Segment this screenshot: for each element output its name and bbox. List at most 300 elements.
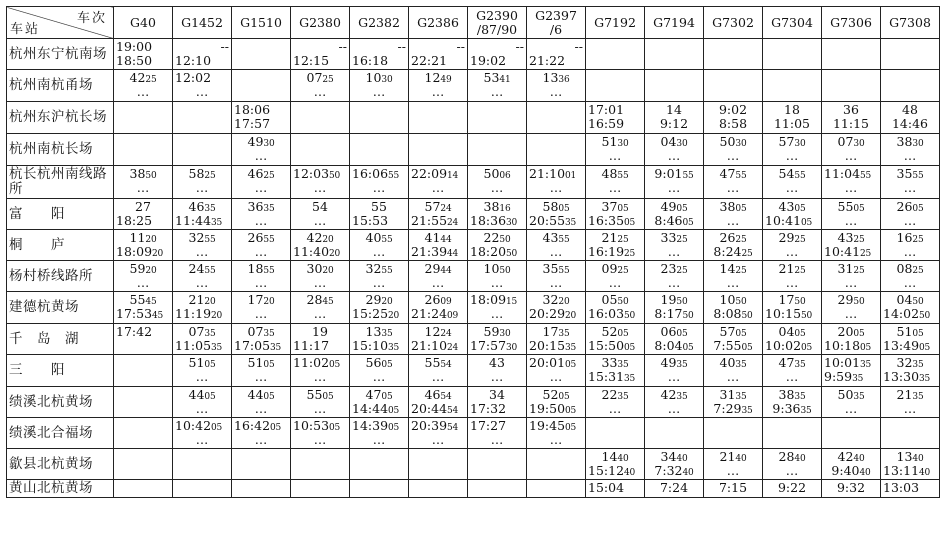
time-seconds: 20 bbox=[263, 297, 275, 307]
time-value bbox=[352, 85, 406, 99]
time-value bbox=[647, 231, 701, 245]
time-value bbox=[352, 214, 406, 228]
station-row bbox=[7, 355, 940, 387]
time-main: 21:24 bbox=[411, 306, 448, 321]
time-cell bbox=[409, 418, 468, 449]
time-value bbox=[116, 276, 170, 290]
time-cell bbox=[291, 166, 350, 199]
time-main: 58 bbox=[542, 199, 559, 214]
train-header: G7308 bbox=[881, 7, 940, 39]
time-cell bbox=[527, 324, 586, 355]
time-value bbox=[588, 402, 642, 416]
time-value bbox=[234, 103, 288, 117]
time-main: 29 bbox=[365, 292, 382, 307]
time-value bbox=[352, 231, 406, 245]
time-cell bbox=[468, 261, 527, 292]
time-cell bbox=[350, 261, 409, 292]
time-value bbox=[706, 370, 760, 384]
time-main: 29 bbox=[778, 230, 795, 245]
time-cell bbox=[468, 324, 527, 355]
time-main: 36 bbox=[843, 102, 859, 117]
time-main: … bbox=[903, 148, 917, 163]
time-cell bbox=[645, 230, 704, 261]
corner-header bbox=[7, 7, 114, 39]
time-main: 21:55 bbox=[411, 213, 448, 228]
time-cell bbox=[350, 292, 409, 324]
time-seconds: 50 bbox=[624, 311, 636, 321]
time-seconds: 35 bbox=[617, 392, 629, 402]
time-cell bbox=[822, 230, 881, 261]
time-value bbox=[765, 293, 819, 307]
time-cell bbox=[468, 387, 527, 418]
time-value bbox=[175, 307, 229, 321]
time-value bbox=[588, 307, 642, 321]
time-value bbox=[352, 293, 406, 307]
time-value bbox=[411, 231, 465, 245]
time-cell bbox=[114, 324, 173, 355]
time-main: 17:01 bbox=[588, 102, 625, 117]
time-cell bbox=[114, 134, 173, 166]
time-value bbox=[824, 481, 878, 495]
time-value bbox=[470, 370, 524, 384]
time-value bbox=[293, 71, 347, 85]
time-main: 15:25 bbox=[352, 306, 389, 321]
time-value bbox=[824, 181, 878, 195]
time-value bbox=[116, 200, 170, 214]
time-cell bbox=[704, 199, 763, 230]
time-main: … bbox=[254, 432, 268, 447]
time-main: 10 bbox=[483, 261, 500, 276]
time-main: 13:30 bbox=[883, 369, 920, 384]
time-main: … bbox=[785, 463, 799, 478]
time-value bbox=[293, 339, 347, 353]
time-main: 55 bbox=[837, 199, 854, 214]
time-main: 10:15 bbox=[765, 306, 802, 321]
time-main: 59 bbox=[483, 324, 500, 339]
time-cell bbox=[822, 70, 881, 102]
time-cell bbox=[704, 387, 763, 418]
time-main: 11:44 bbox=[175, 213, 212, 228]
time-seconds: 05 bbox=[322, 392, 334, 402]
time-value bbox=[175, 370, 229, 384]
time-value bbox=[470, 276, 524, 290]
station-row bbox=[7, 70, 940, 102]
time-main: 07 bbox=[837, 134, 854, 149]
time-cell bbox=[173, 134, 232, 166]
time-seconds: 35 bbox=[565, 218, 577, 228]
time-seconds: 50 bbox=[506, 249, 518, 259]
time-main: 8:58 bbox=[718, 116, 748, 131]
time-main: 43 bbox=[778, 199, 795, 214]
time-main: 38 bbox=[719, 199, 736, 214]
time-main: 38 bbox=[778, 387, 795, 402]
time-main: 21:39 bbox=[411, 244, 448, 259]
time-value bbox=[706, 231, 760, 245]
time-value bbox=[234, 135, 288, 149]
station-row bbox=[7, 387, 940, 418]
time-cell bbox=[232, 261, 291, 292]
time-seconds: 44 bbox=[440, 235, 452, 245]
time-cell bbox=[763, 355, 822, 387]
time-seconds: 09 bbox=[440, 297, 452, 307]
time-value bbox=[647, 388, 701, 402]
time-cell bbox=[881, 449, 940, 480]
time-cell bbox=[763, 230, 822, 261]
time-main: 41 bbox=[424, 230, 441, 245]
time-main: 40 bbox=[719, 355, 736, 370]
time-cell bbox=[881, 166, 940, 199]
time-seconds: 25 bbox=[624, 249, 636, 259]
time-seconds: 24 bbox=[440, 329, 452, 339]
time-value bbox=[883, 103, 937, 117]
time-main: 11 bbox=[129, 230, 146, 245]
station-row bbox=[7, 261, 940, 292]
time-cell bbox=[468, 292, 527, 324]
time-seconds: 30 bbox=[617, 139, 629, 149]
time-seconds: 40 bbox=[676, 454, 688, 464]
station-row bbox=[7, 418, 940, 449]
train-header: G2382 bbox=[350, 7, 409, 39]
time-value bbox=[883, 464, 937, 478]
time-seconds: 35 bbox=[388, 343, 400, 353]
time-main: 07 bbox=[247, 324, 264, 339]
time-cell bbox=[704, 102, 763, 134]
time-value bbox=[765, 214, 819, 228]
time-main: 14 bbox=[601, 449, 618, 464]
time-cell bbox=[291, 418, 350, 449]
time-cell bbox=[409, 387, 468, 418]
time-seconds: 25 bbox=[912, 235, 924, 245]
time-seconds: 40 bbox=[794, 454, 806, 464]
time-seconds: 16 bbox=[499, 204, 511, 214]
time-main: … bbox=[195, 432, 209, 447]
time-seconds: 35 bbox=[204, 204, 216, 214]
train-number-label: 车次 bbox=[76, 11, 107, 26]
time-cell bbox=[350, 480, 409, 498]
time-value bbox=[588, 325, 642, 339]
time-value bbox=[706, 325, 760, 339]
time-seconds: 20 bbox=[152, 249, 164, 259]
time-main: 12:03 bbox=[293, 166, 330, 181]
time-cell bbox=[586, 480, 645, 498]
time-value bbox=[411, 181, 465, 195]
time-value bbox=[883, 245, 937, 259]
time-main: 20 bbox=[837, 324, 854, 339]
time-main: … bbox=[254, 401, 268, 416]
time-cell bbox=[645, 324, 704, 355]
time-value bbox=[529, 54, 583, 68]
time-value bbox=[352, 181, 406, 195]
time-main: -- bbox=[574, 39, 583, 54]
time-main: 54 bbox=[778, 166, 795, 181]
time-value bbox=[470, 325, 524, 339]
time-value bbox=[647, 481, 701, 495]
time-cell bbox=[763, 134, 822, 166]
time-seconds: 40 bbox=[682, 468, 694, 478]
time-value bbox=[647, 167, 701, 181]
station-name: 杭州东沪杭长场 bbox=[7, 102, 114, 134]
time-seconds: 05 bbox=[676, 329, 688, 339]
time-cell bbox=[114, 387, 173, 418]
time-main: 15:31 bbox=[588, 369, 625, 384]
time-value bbox=[529, 167, 583, 181]
time-value bbox=[175, 167, 229, 181]
time-value bbox=[234, 433, 288, 447]
time-seconds: 35 bbox=[263, 329, 275, 339]
time-main: 52 bbox=[542, 387, 559, 402]
train-header: G1510 bbox=[232, 7, 291, 39]
time-main: … bbox=[726, 148, 740, 163]
time-value bbox=[706, 245, 760, 259]
time-cell bbox=[527, 355, 586, 387]
time-cell bbox=[822, 387, 881, 418]
time-seconds: 35 bbox=[270, 343, 282, 353]
time-value bbox=[293, 167, 347, 181]
time-main: 7:29 bbox=[713, 401, 742, 416]
time-value bbox=[470, 388, 524, 402]
time-main: … bbox=[431, 180, 445, 195]
time-value bbox=[352, 356, 406, 370]
time-seconds: 54 bbox=[447, 423, 459, 433]
time-main: 51 bbox=[247, 355, 264, 370]
time-cell bbox=[291, 70, 350, 102]
time-main: … bbox=[844, 275, 858, 290]
time-value bbox=[470, 262, 524, 276]
time-cell bbox=[173, 230, 232, 261]
time-cell bbox=[232, 292, 291, 324]
time-value bbox=[765, 276, 819, 290]
time-main: … bbox=[785, 244, 799, 259]
time-seconds: 05 bbox=[912, 204, 924, 214]
time-main: 58 bbox=[188, 166, 205, 181]
time-cell bbox=[645, 102, 704, 134]
time-main: 37 bbox=[601, 199, 618, 214]
time-main: 14 bbox=[666, 102, 682, 117]
time-cell bbox=[409, 39, 468, 70]
time-cell bbox=[527, 102, 586, 134]
time-main: 12:10 bbox=[175, 53, 212, 68]
train-header: G2380 bbox=[291, 7, 350, 39]
time-main: … bbox=[313, 275, 327, 290]
time-main: 29 bbox=[837, 292, 854, 307]
time-value bbox=[470, 293, 524, 307]
time-value bbox=[529, 307, 583, 321]
time-value bbox=[588, 103, 642, 117]
time-main: 24 bbox=[188, 261, 205, 276]
time-main: 18:20 bbox=[470, 244, 507, 259]
time-value bbox=[411, 388, 465, 402]
time-main: 14:46 bbox=[891, 116, 929, 131]
time-main: 9:12 bbox=[659, 116, 689, 131]
time-cell bbox=[527, 261, 586, 292]
time-main: 9:01 bbox=[654, 166, 683, 181]
time-cell bbox=[291, 292, 350, 324]
station-name: 富 阳 bbox=[7, 199, 114, 230]
time-main: 55 bbox=[424, 355, 441, 370]
time-value bbox=[765, 245, 819, 259]
time-main: … bbox=[136, 275, 150, 290]
train-header: G2397 /6 bbox=[527, 7, 586, 39]
time-cell bbox=[881, 292, 940, 324]
time-value bbox=[765, 167, 819, 181]
time-cell bbox=[704, 261, 763, 292]
time-main: 18 bbox=[247, 261, 264, 276]
station-row bbox=[7, 324, 940, 355]
time-main: … bbox=[903, 180, 917, 195]
time-value bbox=[470, 402, 524, 416]
time-seconds: 50 bbox=[676, 297, 688, 307]
time-cell bbox=[291, 134, 350, 166]
time-value bbox=[529, 419, 583, 433]
time-main: … bbox=[372, 244, 386, 259]
time-value bbox=[352, 245, 406, 259]
time-main: 09 bbox=[601, 261, 618, 276]
time-main: 07 bbox=[188, 324, 205, 339]
time-seconds: 24 bbox=[447, 218, 459, 228]
time-value bbox=[529, 40, 583, 54]
time-value bbox=[293, 40, 347, 54]
time-seconds: 55 bbox=[682, 171, 694, 181]
time-cell bbox=[232, 134, 291, 166]
time-main: 7:24 bbox=[659, 480, 689, 495]
time-value bbox=[765, 325, 819, 339]
time-seconds: 20 bbox=[145, 235, 157, 245]
time-value bbox=[706, 262, 760, 276]
time-main: 07 bbox=[306, 70, 323, 85]
time-main: 13:11 bbox=[883, 463, 920, 478]
time-seconds: 35 bbox=[794, 360, 806, 370]
time-main: 9:32 bbox=[836, 480, 866, 495]
time-main: 16:35 bbox=[588, 213, 625, 228]
time-main: 50 bbox=[483, 166, 500, 181]
time-main: 21 bbox=[778, 261, 795, 276]
time-value bbox=[411, 40, 465, 54]
time-main: 46 bbox=[424, 387, 441, 402]
time-value bbox=[647, 276, 701, 290]
time-value bbox=[411, 307, 465, 321]
time-seconds: 35 bbox=[617, 360, 629, 370]
time-seconds: 40 bbox=[735, 454, 747, 464]
time-cell bbox=[645, 355, 704, 387]
time-main: … bbox=[313, 369, 327, 384]
time-value bbox=[175, 71, 229, 85]
time-value bbox=[470, 200, 524, 214]
time-cell bbox=[586, 355, 645, 387]
time-seconds: 05 bbox=[565, 406, 577, 416]
time-seconds: 05 bbox=[263, 360, 275, 370]
station-row bbox=[7, 166, 940, 199]
time-cell bbox=[527, 230, 586, 261]
time-cell bbox=[822, 134, 881, 166]
time-main: … bbox=[667, 401, 681, 416]
time-value bbox=[765, 262, 819, 276]
time-value bbox=[470, 433, 524, 447]
time-cell bbox=[468, 449, 527, 480]
time-value bbox=[883, 262, 937, 276]
time-value bbox=[470, 167, 524, 181]
time-value bbox=[647, 245, 701, 259]
time-value bbox=[529, 85, 583, 99]
time-cell bbox=[173, 70, 232, 102]
time-main: 14:39 bbox=[352, 418, 389, 433]
time-main: 18:06 bbox=[234, 102, 271, 117]
time-seconds: 44 bbox=[440, 266, 452, 276]
time-value bbox=[588, 231, 642, 245]
time-main: … bbox=[195, 369, 209, 384]
time-seconds: 35 bbox=[735, 360, 747, 370]
time-value bbox=[883, 149, 937, 163]
time-value bbox=[234, 149, 288, 163]
time-value bbox=[234, 181, 288, 195]
time-cell bbox=[763, 166, 822, 199]
time-cell bbox=[173, 166, 232, 199]
time-seconds: 55 bbox=[381, 266, 393, 276]
time-value bbox=[883, 481, 937, 495]
time-value bbox=[588, 214, 642, 228]
time-main: 14:02 bbox=[883, 306, 920, 321]
time-main: 19:50 bbox=[529, 401, 566, 416]
time-value bbox=[411, 402, 465, 416]
time-main: … bbox=[431, 369, 445, 384]
time-value bbox=[883, 276, 937, 290]
time-value bbox=[411, 419, 465, 433]
time-cell bbox=[645, 199, 704, 230]
time-cell bbox=[409, 355, 468, 387]
time-value bbox=[352, 54, 406, 68]
time-main: … bbox=[431, 84, 445, 99]
time-seconds: 30 bbox=[735, 139, 747, 149]
time-cell bbox=[232, 355, 291, 387]
time-main: … bbox=[608, 180, 622, 195]
time-value bbox=[293, 433, 347, 447]
time-main: 49 bbox=[660, 355, 677, 370]
time-cell bbox=[763, 418, 822, 449]
time-main: 59 bbox=[129, 261, 146, 276]
time-cell bbox=[350, 387, 409, 418]
time-main: 26 bbox=[424, 292, 441, 307]
time-seconds: 05 bbox=[565, 423, 577, 433]
time-value bbox=[411, 433, 465, 447]
station-row bbox=[7, 102, 940, 134]
time-value bbox=[883, 181, 937, 195]
time-seconds: 05 bbox=[329, 360, 341, 370]
time-value bbox=[529, 181, 583, 195]
time-main: 26 bbox=[247, 230, 264, 245]
time-cell bbox=[232, 449, 291, 480]
time-main: 8:17 bbox=[654, 306, 683, 321]
time-value bbox=[647, 370, 701, 384]
time-value bbox=[293, 402, 347, 416]
time-value bbox=[883, 307, 937, 321]
time-value bbox=[529, 402, 583, 416]
time-main: -- bbox=[220, 39, 229, 54]
time-main: 21 bbox=[896, 387, 913, 402]
time-main: … bbox=[372, 432, 386, 447]
time-value bbox=[588, 262, 642, 276]
time-main: … bbox=[608, 148, 622, 163]
time-value bbox=[588, 356, 642, 370]
time-seconds: 54 bbox=[447, 406, 459, 416]
time-seconds: 35 bbox=[565, 343, 577, 353]
time-main: 33 bbox=[601, 355, 618, 370]
time-value bbox=[293, 54, 347, 68]
time-main: 30 bbox=[306, 261, 323, 276]
time-main: … bbox=[726, 180, 740, 195]
time-seconds: 30 bbox=[794, 139, 806, 149]
time-main: … bbox=[136, 84, 150, 99]
time-cell bbox=[527, 292, 586, 324]
time-value bbox=[529, 325, 583, 339]
